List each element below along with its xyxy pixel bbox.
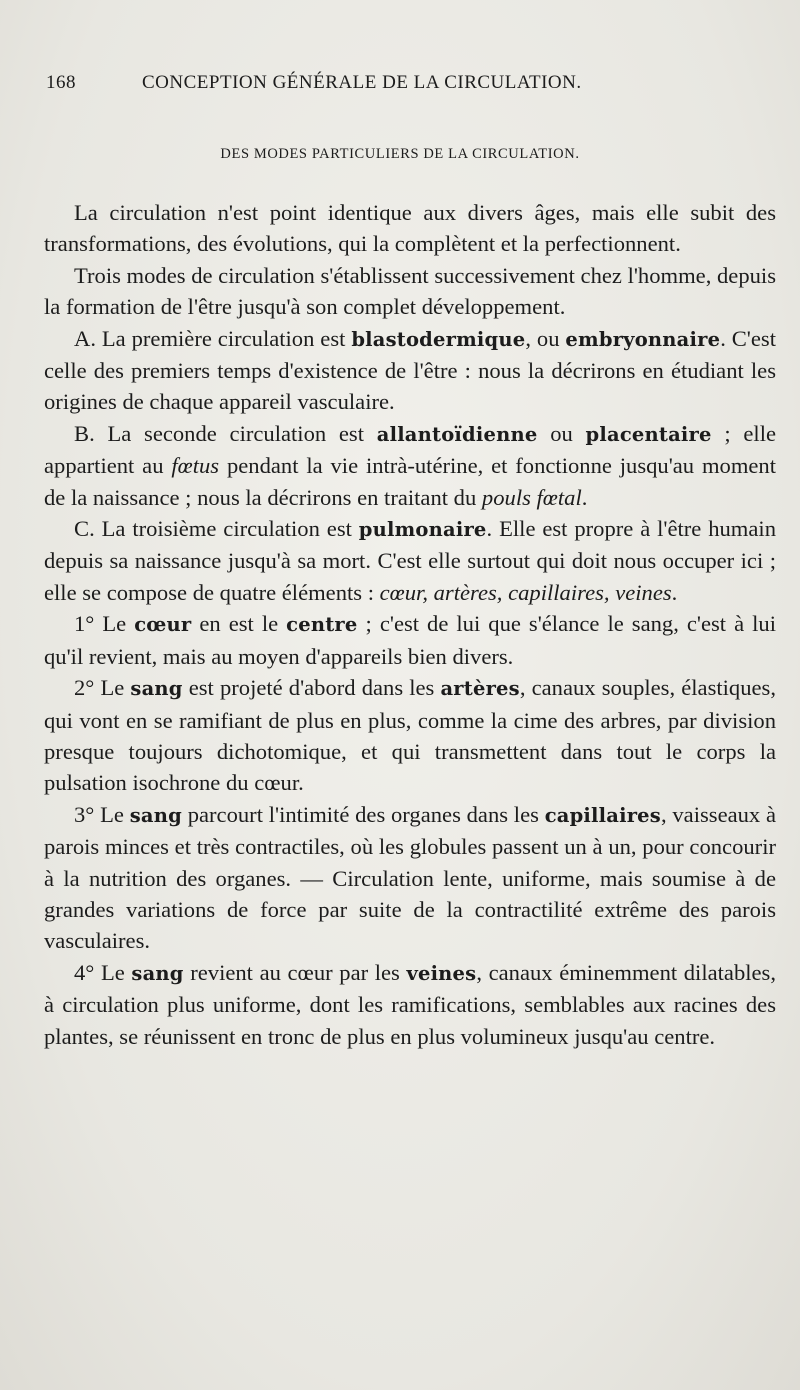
- text-run: ou: [537, 420, 586, 446]
- text-run: 2° Le: [74, 675, 131, 701]
- text-run: ; c'est de lui que s'élance le sang, c'est à lui qu'il revient, mais au moyen d'appareils bien divers.: [44, 611, 776, 669]
- paragraph-element-heart: [44, 608, 776, 672]
- text-run: pendant la vie intrà-utérine, et fonctionne jusqu'au moment de la naissance ; nous la décrirons en traitant du: [44, 453, 777, 510]
- text-run: revient au cœur par les: [183, 959, 407, 985]
- text-run: parcourt l'intimité des organes dans les: [181, 801, 545, 827]
- running-title: CONCEPTION GÉNÉRALE DE LA CIRCULATION.: [142, 72, 582, 93]
- text-run: .: [581, 484, 588, 510]
- text-run: .: [671, 579, 678, 605]
- text-run: 4° Le: [74, 959, 132, 985]
- bold-term: cœur: [134, 613, 192, 637]
- section-title: DES MODES PARTICULIERS DE LA CIRCULATION.: [220, 146, 580, 162]
- paragraph-element-veins: [44, 957, 776, 1052]
- paragraph-mode-b: [44, 418, 776, 513]
- page-number: 168: [46, 72, 76, 93]
- body-text: [44, 197, 776, 1052]
- text-run: ; elle appartient au: [44, 420, 777, 479]
- paragraph-mode-c: [44, 513, 776, 608]
- text-run: est projeté d'abord dans les: [182, 675, 441, 701]
- bold-term: artères: [440, 677, 520, 701]
- text-run: 1° Le: [74, 611, 135, 637]
- italic-term: pouls fœtal: [481, 484, 582, 510]
- bold-term: centre: [286, 613, 358, 637]
- text-run: . Elle est propre à l'être humain depuis sa naissance jusqu'à sa mort. C'est elle surtout qui doit nous occuper ici ; elle se compose de quatre éléments :: [44, 516, 776, 605]
- bold-term: sang: [129, 803, 182, 827]
- paragraph-element-capillaries: [44, 799, 776, 957]
- bold-term: sang: [131, 961, 184, 985]
- text-run: 3° Le: [74, 801, 130, 827]
- bold-term: placentaire: [585, 422, 712, 446]
- text-run: en est le: [191, 611, 287, 637]
- paragraph-three-modes: Trois modes de circulation s'établissent successivement chez l'homme, depuis la formation de l'être jusqu'à son complet développement.: [44, 262, 776, 320]
- italic-term: fœtus: [171, 453, 220, 479]
- bold-term: capillaires: [544, 803, 661, 827]
- italic-term: cœur, artères, capillaires, veines: [379, 579, 672, 605]
- text-run: A. La première circulation est: [74, 325, 352, 351]
- text-run: B. La seconde circulation est: [74, 420, 377, 446]
- paragraph-intro: La circulation n'est point identique aux divers âges, mais elle subit des transformations, des évolutions, qui la complètent et la perfectionnent.: [44, 200, 776, 257]
- bold-term: blastodermique: [351, 327, 526, 351]
- bold-term: allantoïdienne: [376, 422, 538, 446]
- paragraph-element-arteries: [44, 672, 776, 799]
- bold-term: embryonnaire: [565, 327, 721, 351]
- text-run: , ou: [525, 325, 566, 351]
- text-run: , canaux souples, élastiques, qui vont en se ramifiant de plus en plus, comme la cime des arbres, par division presque toujours dichotomique, et qui transmettent dans tout le corps la pulsation isochrone du cœur.: [44, 675, 776, 796]
- bold-term: pulmonaire: [358, 518, 487, 542]
- bold-term: veines: [406, 961, 477, 985]
- text-run: . C'est celle des premiers temps d'existence de l'être : nous la décrirons en étudiant les origines de chaque appareil vasculaire.: [44, 325, 776, 415]
- text-run: , canaux éminemment dilatables, à circulation plus uniforme, dont les ramifications, semblables aux racines des plantes, se réunissent en tronc de plus en plus volumineux jusqu'au centre.: [44, 959, 776, 1049]
- text-run: , vaisseaux à parois minces et très contractiles, où les globules passent un à un, pour concourir à la nutrition des organes. — Circulation lente, uniforme, mais soumise à de grandes variations de force par suite de la contractilité extrême des parois vasculaires.: [44, 801, 777, 954]
- paragraph-mode-a: [44, 323, 776, 418]
- bold-term: sang: [130, 677, 183, 701]
- text-run: C. La troisième circulation est: [74, 516, 359, 542]
